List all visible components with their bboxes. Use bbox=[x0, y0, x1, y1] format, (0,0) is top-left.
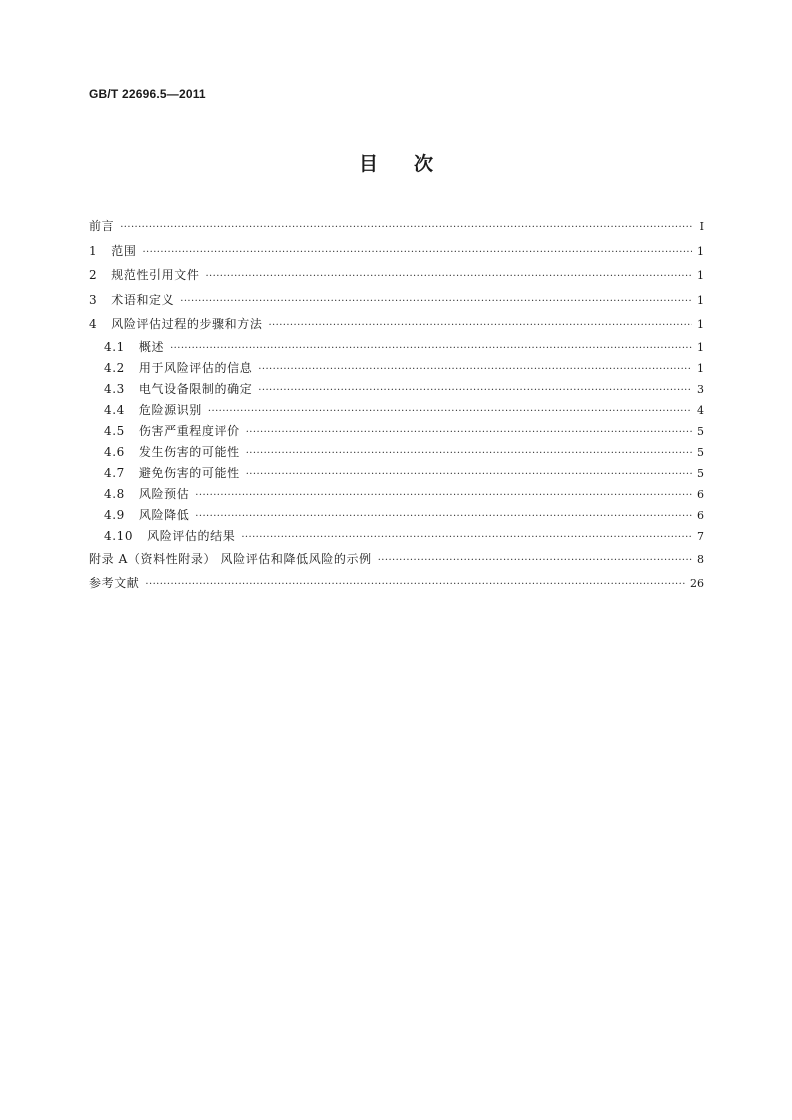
toc-dot-leader bbox=[195, 506, 692, 527]
table-of-contents bbox=[89, 214, 704, 596]
toc-entry[interactable] bbox=[89, 288, 704, 313]
toc-entry-title: 范围 bbox=[111, 243, 137, 258]
toc-page-number: 1 bbox=[697, 244, 704, 258]
toc-entry-number: 2 bbox=[89, 268, 98, 282]
toc-entry[interactable] bbox=[89, 571, 704, 596]
toc-dot-leader bbox=[246, 443, 692, 464]
toc-entry-number: 4.10 bbox=[104, 528, 134, 543]
toc-entry-title: 规范性引用文件 bbox=[111, 268, 200, 282]
toc-entry-title: 用于风险评估的信息 bbox=[138, 360, 253, 375]
toc-entry-number: 4.3 bbox=[104, 381, 125, 396]
toc-entry-title: 术语和定义 bbox=[111, 292, 175, 307]
toc-entry-title: 附录 A（资料性附录） 风险评估和降低风险的示例 bbox=[89, 551, 372, 566]
toc-page-number: 1 bbox=[697, 293, 704, 307]
toc-entry-number: 4.2 bbox=[104, 360, 125, 375]
toc-entry-label bbox=[89, 239, 136, 264]
toc-entry-label bbox=[104, 526, 235, 547]
toc-entry[interactable] bbox=[89, 263, 704, 288]
toc-page-number: 8 bbox=[697, 552, 704, 566]
toc-entry-title: 前言 bbox=[89, 219, 115, 233]
toc-entry-label bbox=[104, 358, 252, 379]
toc-entry[interactable] bbox=[89, 239, 704, 264]
toc-entry-title: 电气设备限制的确定 bbox=[138, 381, 253, 396]
toc-page-number: 6 bbox=[697, 508, 704, 522]
toc-page-number: 6 bbox=[697, 487, 704, 501]
toc-entry-title: 避免伤害的可能性 bbox=[138, 465, 240, 480]
toc-dot-leader bbox=[378, 549, 692, 574]
toc-entry-number: 3 bbox=[89, 292, 98, 307]
toc-page-number: 5 bbox=[697, 424, 704, 438]
toc-page-number: 1 bbox=[697, 361, 704, 375]
toc-entry-title: 概述 bbox=[138, 339, 165, 354]
toc-entry[interactable] bbox=[89, 463, 704, 484]
toc-entry[interactable] bbox=[89, 421, 704, 442]
toc-entry-label bbox=[89, 288, 174, 313]
toc-dot-leader bbox=[195, 485, 692, 506]
toc-entry-label bbox=[89, 263, 199, 288]
toc-page-number: 26 bbox=[690, 577, 704, 590]
toc-entry-number: 4.6 bbox=[104, 444, 125, 459]
toc-entry[interactable] bbox=[89, 337, 704, 358]
toc-entry-number: 4.8 bbox=[104, 486, 125, 501]
toc-entry-label bbox=[89, 547, 372, 572]
toc-entry[interactable] bbox=[89, 547, 704, 572]
toc-entry-number: 4.9 bbox=[104, 507, 125, 522]
toc-entry-title: 风险预估 bbox=[138, 486, 190, 501]
toc-dot-leader bbox=[258, 380, 692, 401]
toc-entry[interactable] bbox=[89, 442, 704, 463]
toc-entry[interactable] bbox=[89, 312, 704, 337]
toc-page-number: 5 bbox=[697, 466, 704, 480]
toc-page-number: 3 bbox=[697, 382, 704, 396]
toc-page-number: 5 bbox=[697, 445, 704, 459]
toc-entry-label bbox=[89, 214, 114, 239]
toc-entry-label bbox=[104, 442, 240, 463]
toc-entry-number: 4.5 bbox=[104, 423, 125, 438]
toc-entry-title: 风险评估过程的步骤和方法 bbox=[111, 317, 263, 331]
toc-dot-leader bbox=[170, 338, 692, 359]
toc-dot-leader bbox=[258, 359, 692, 380]
toc-entry-label bbox=[104, 379, 252, 400]
toc-dot-leader bbox=[205, 265, 692, 290]
toc-dot-leader bbox=[208, 401, 692, 422]
toc-entry[interactable] bbox=[89, 379, 704, 400]
toc-entry[interactable] bbox=[89, 400, 704, 421]
toc-dot-leader bbox=[145, 573, 686, 598]
toc-entry[interactable] bbox=[89, 358, 704, 379]
toc-entry[interactable] bbox=[89, 484, 704, 505]
toc-entry[interactable] bbox=[89, 505, 704, 526]
toc-entry-number: 4 bbox=[89, 317, 98, 331]
toc-entry-label bbox=[104, 505, 189, 526]
toc-entry-number: 4.4 bbox=[104, 402, 125, 417]
toc-entry-title: 伤害严重程度评价 bbox=[138, 423, 240, 438]
toc-entry-label bbox=[89, 571, 139, 596]
toc-dot-leader bbox=[142, 241, 692, 266]
toc-entry-title: 风险评估的结果 bbox=[147, 528, 236, 543]
toc-page-number: Ⅰ bbox=[699, 220, 704, 233]
toc-entry-label bbox=[89, 312, 262, 337]
toc-entry-title: 危险源识别 bbox=[138, 402, 202, 417]
toc-entry-label bbox=[104, 484, 189, 505]
toc-entry-number: 4.1 bbox=[104, 339, 125, 354]
toc-entry-label bbox=[104, 400, 202, 421]
toc-page-number: 4 bbox=[697, 403, 704, 417]
standard-code: GB/T 22696.5—2011 bbox=[89, 87, 206, 101]
toc-entry-label bbox=[104, 463, 240, 484]
toc-entry-label bbox=[104, 421, 240, 442]
toc-entry-title: 发生伤害的可能性 bbox=[138, 444, 240, 459]
toc-entry-number: 4.7 bbox=[104, 465, 125, 480]
toc-entry-number: 1 bbox=[89, 243, 98, 258]
toc-dot-leader bbox=[241, 527, 692, 548]
toc-entry-label bbox=[104, 337, 164, 358]
toc-entry[interactable] bbox=[89, 526, 704, 547]
toc-dot-leader bbox=[268, 314, 692, 339]
toc-dot-leader bbox=[120, 216, 692, 241]
toc-entry-title: 风险降低 bbox=[138, 507, 190, 522]
toc-page-number: 1 bbox=[697, 269, 704, 282]
toc-entry-title: 参考文献 bbox=[89, 576, 140, 590]
page-title: 目次 bbox=[358, 153, 469, 175]
toc-page-number: 1 bbox=[697, 340, 704, 354]
toc-page-number: 1 bbox=[697, 318, 704, 331]
toc-dot-leader bbox=[246, 464, 692, 485]
toc-dot-leader bbox=[180, 290, 692, 315]
toc-entry[interactable] bbox=[89, 214, 704, 239]
toc-dot-leader bbox=[246, 422, 692, 443]
toc-page-number: 7 bbox=[697, 529, 704, 543]
